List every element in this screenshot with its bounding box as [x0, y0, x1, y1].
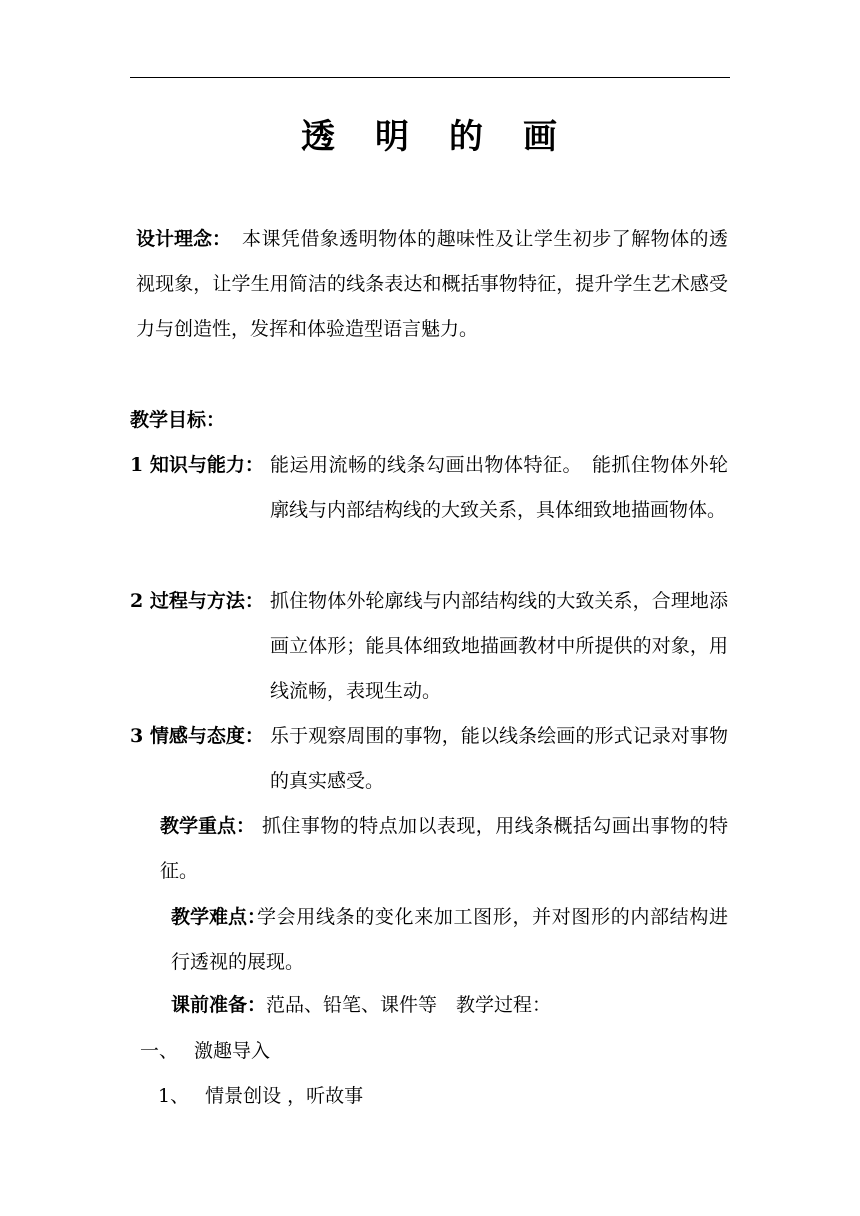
document-title: [130, 112, 730, 162]
section-one-title: 激趣导入: [194, 1040, 271, 1062]
section-one-heading: [140, 1029, 270, 1074]
preparation-line: [171, 983, 551, 1028]
step-one-number: 1、: [158, 1085, 190, 1107]
key-point-text: 抓住事物的特点加以表现，用线条概括勾画出事物的特征。: [160, 815, 728, 882]
difficulty-section: [171, 895, 731, 985]
header-rule: [130, 77, 730, 78]
title-char: 画: [523, 117, 559, 157]
objective-attitude-text: 乐于观察周围的事物，能以线条绘画的形式记录对事物的真实感受。: [270, 725, 728, 792]
title-char: 透: [301, 117, 337, 157]
design-concept-text: 本课凭借象透明物体的趣味性及让学生初步了解物体的透视现象，让学生用简洁的线条表达和概括事物特征，提升学生艺术感受力与创造性，发挥和体验造型语言魅力。: [136, 228, 728, 340]
title-char: 的: [449, 117, 485, 157]
objective-knowledge: [130, 443, 730, 578]
preparation-label: 课前准备：: [171, 994, 267, 1016]
design-concept-label: 设计理念：: [136, 228, 232, 250]
section-one-number: 一、: [140, 1040, 179, 1062]
objective-attitude: [130, 714, 730, 804]
difficulty-label: 教学难点：: [171, 906, 267, 928]
design-concept-section: [136, 217, 736, 397]
objective-process-label: 2 过程与方法：: [130, 590, 264, 612]
objective-knowledge-text: 能运用流畅的线条勾画出物体特征。 能抓住物体外轮廓线与内部结构线的大致关系，具体细致地描画物体。: [270, 454, 728, 521]
objective-process: [130, 579, 730, 714]
key-point-label: 教学重点：: [160, 815, 256, 837]
title-char: 明: [375, 117, 411, 157]
step-one-title: 情景创设 ，听故事: [205, 1085, 364, 1107]
objective-attitude-label: 3 情感与态度：: [130, 725, 264, 747]
objectives-heading: 教学目标：: [130, 409, 226, 431]
objective-knowledge-label: 1 知识与能力：: [130, 454, 264, 476]
objective-process-text: 抓住物体外轮廓线与内部结构线的大致关系，合理地添画立体形；能具体细致地描画教材中所提供的对象，用线流畅，表现生动。: [270, 590, 728, 702]
step-one-heading: [158, 1074, 363, 1119]
key-point-section: [160, 804, 730, 894]
difficulty-text: 学会用线条的变化来加工图形，并对图形的内部结构进行透视的展现。: [171, 906, 728, 973]
preparation-text: 范品、铅笔、课件等 教学过程：: [266, 994, 552, 1016]
